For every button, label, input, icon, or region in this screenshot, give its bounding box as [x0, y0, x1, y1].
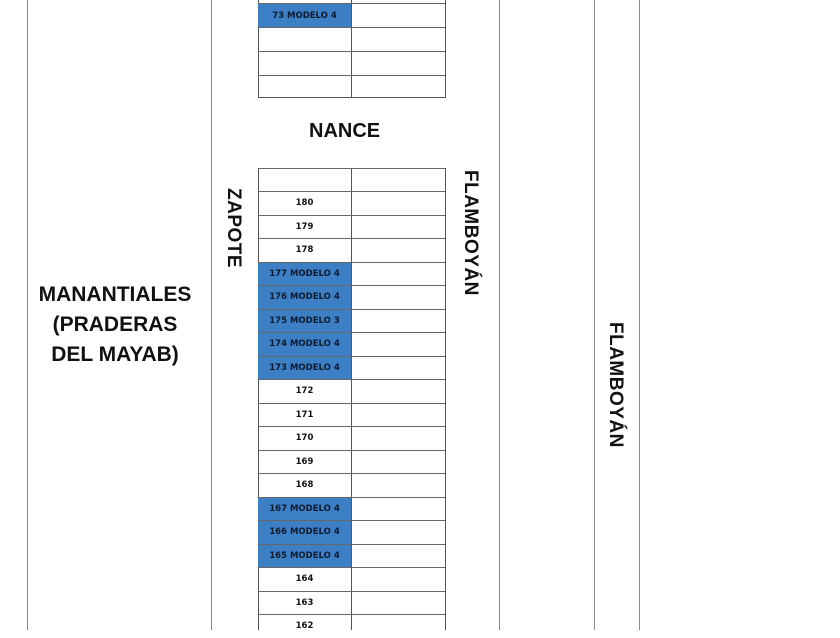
boundary-line-2: [211, 0, 212, 630]
lot-label: 166 MODELO 4: [258, 521, 351, 544]
lot-row: [258, 497, 445, 521]
lot-row: [258, 356, 445, 380]
lot-label: [258, 28, 351, 51]
lot-label: 173 MODELO 4: [258, 357, 351, 380]
lot-row: [258, 262, 445, 286]
lot-label: 73 MODELO 4: [258, 4, 351, 27]
lot-label: 170: [295, 433, 314, 444]
lot-label: 176 MODELO 4: [258, 286, 351, 309]
street-label-nance: NANCE: [309, 120, 381, 142]
lot-row: [258, 591, 445, 615]
street-label-zapote: ZAPOTE: [223, 188, 244, 269]
boundary-line-5: [639, 0, 640, 630]
development-name-line1: MANANTIALES: [38, 283, 192, 306]
lot-label: 179: [295, 221, 314, 232]
lot-label: 175 MODELO 3: [258, 310, 351, 333]
lot-label: 180: [295, 198, 314, 209]
lot-label: 168: [295, 480, 314, 491]
lot-row: [258, 544, 445, 568]
lot-row: [258, 520, 445, 544]
lot-row: [258, 332, 445, 356]
lot-row: [258, 3, 445, 27]
development-name-line2: (PRADERAS: [52, 313, 178, 336]
lot-row: [258, 450, 445, 474]
lot-row: [258, 426, 445, 450]
lot-row: [258, 285, 445, 309]
development-name-line3: DEL MAYAB): [51, 343, 179, 366]
lot-row: [258, 403, 445, 427]
street-label-flamboyan-2: FLAMBOYÁN: [605, 322, 626, 448]
lot-label: 177 MODELO 4: [258, 263, 351, 286]
lot-label: [258, 76, 351, 99]
lot-row: [258, 75, 445, 99]
lot-row: [258, 567, 445, 591]
lot-row: [258, 473, 445, 497]
lot-label: 165 MODELO 4: [258, 545, 351, 568]
lot-label: 171: [295, 409, 314, 420]
lot-row: [258, 191, 445, 215]
lot-label: 163: [295, 597, 314, 608]
boundary-line-3: [499, 0, 500, 630]
lot-label: 172: [295, 386, 314, 397]
lot-row: [258, 379, 445, 403]
lot-row: [258, 309, 445, 333]
lot-label: [258, 169, 351, 191]
development-name: [20, 280, 210, 370]
lot-label: 169: [295, 456, 314, 467]
lot-label: 164: [295, 574, 314, 585]
lot-label: 178: [295, 245, 314, 256]
boundary-line-4: [594, 0, 595, 630]
lot-row: [258, 215, 445, 239]
lot-label: [258, 52, 351, 75]
lot-label: 167 MODELO 4: [258, 498, 351, 521]
lot-label: 174 MODELO 4: [258, 333, 351, 356]
lot-row: [258, 27, 445, 51]
lot-row: [258, 238, 445, 262]
street-label-flamboyan-1: FLAMBOYÁN: [460, 170, 481, 296]
lot-row: [258, 51, 445, 75]
lot-row: [258, 614, 445, 638]
lot-row: [258, 168, 445, 191]
lot-label: 162: [295, 621, 314, 632]
